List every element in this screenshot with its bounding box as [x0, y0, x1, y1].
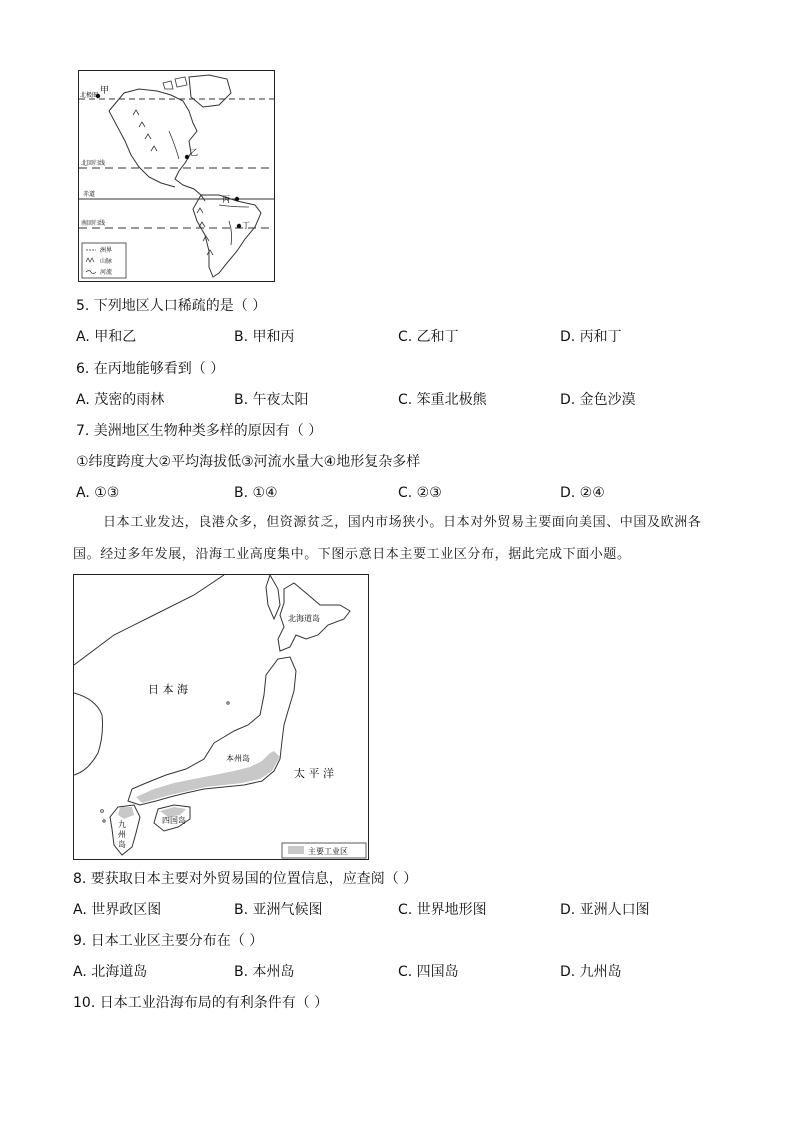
small-island: [101, 810, 104, 813]
question-9: 9. 日本工业区主要分布在（ ）: [73, 933, 264, 949]
passage-line-2: 国。经过多年发展，沿海工业高度集中。下图示意日本主要工业区分布，据此完成下面小题。: [73, 547, 631, 562]
q7-option-a[interactable]: A. ①③: [76, 485, 120, 501]
point-yi: [185, 155, 189, 159]
q6-option-b[interactable]: B. 午夜太阳: [234, 392, 309, 408]
label-arctic-circle: 北极圈: [80, 92, 99, 99]
point-bing: [235, 197, 239, 201]
q8-option-b[interactable]: B. 亚洲气候图: [234, 902, 323, 918]
q9-option-a[interactable]: A. 北海道岛: [73, 964, 148, 980]
q9-option-d[interactable]: D. 九州岛: [560, 964, 622, 980]
legend-industrial-label: 主要工业区: [308, 847, 348, 856]
arctic-islands: [163, 77, 187, 89]
legend-boundary-label: 洲界: [100, 247, 113, 254]
label-kyushu-1: 九: [118, 820, 126, 829]
south-america-outline: [193, 195, 261, 277]
label-equator: 赤道: [83, 191, 96, 198]
q7-option-b[interactable]: B. ①④: [234, 485, 278, 501]
label-yi: 乙: [190, 148, 198, 157]
industrial-zone-honshu: [136, 751, 280, 803]
q5-option-d[interactable]: D. 丙和丁: [560, 329, 622, 345]
label-bing: 丙: [222, 195, 230, 204]
label-pacific: 太 平 洋: [294, 767, 334, 780]
q8-option-c[interactable]: C. 世界地形图: [398, 902, 487, 918]
small-island: [103, 820, 105, 822]
japan-map-svg: [74, 575, 368, 859]
label-tropic-cancer: 北回归线: [81, 160, 106, 167]
greenland-outline: [189, 75, 231, 107]
legend-mountain-label: 山脉: [100, 258, 113, 265]
label-shikoku: 四国岛: [162, 816, 186, 825]
korea-peninsula-coast: [74, 693, 103, 775]
q5-option-c[interactable]: C. 乙和丁: [398, 329, 459, 345]
sakhalin-outline: [266, 575, 280, 619]
industrial-zone-kyushu: [118, 807, 134, 819]
q7-option-c[interactable]: C. ②③: [398, 485, 442, 501]
label-sea-of-japan: 日 本 海: [148, 683, 188, 696]
label-kyushu-3: 岛: [118, 840, 126, 849]
q7-option-d[interactable]: D. ②④: [560, 485, 605, 501]
q6-option-a[interactable]: A. 茂密的雨林: [76, 392, 165, 408]
north-america-outline: [109, 89, 205, 201]
q6-option-d[interactable]: D. 金色沙漠: [560, 392, 636, 408]
label-ding: 丁: [242, 221, 250, 230]
legend-industrial-swatch: [288, 846, 304, 854]
passage-line-1: 日本工业发达，良港众多，但资源贫乏，国内市场狭小。日本对外贸易主要面向美国、中国及欧洲各: [103, 515, 702, 530]
question-8: 8. 要获取日本主要对外贸易国的位置信息，应查阅（ ）: [73, 871, 418, 887]
q5-option-a[interactable]: A. 甲和乙: [76, 329, 137, 345]
americas-map-svg: [79, 71, 274, 281]
label-jia: 甲: [100, 86, 110, 96]
q9-option-c[interactable]: C. 四国岛: [398, 964, 459, 980]
point-ding: [237, 224, 241, 228]
small-island: [227, 702, 229, 704]
label-honshu: 本州岛: [226, 754, 250, 763]
question-7: 7. 美洲地区生物种类多样的原因有（ ）: [76, 423, 323, 439]
question-10: 10. 日本工业沿海布局的有利条件有（ ）: [73, 995, 329, 1011]
q8-option-a[interactable]: A. 世界政区图: [73, 902, 162, 918]
mainland-coast-north: [74, 575, 224, 665]
question-7-statements: ①纬度跨度大②平均海拔低③河流水量大④地形复杂多样: [76, 454, 421, 470]
q9-option-b[interactable]: B. 本州岛: [234, 964, 295, 980]
q6-option-c[interactable]: C. 笨重北极熊: [398, 392, 487, 408]
americas-map: [78, 70, 275, 282]
label-kyushu-2: 州: [118, 830, 126, 839]
japan-map: [73, 574, 369, 860]
legend-river-label: 河流: [100, 269, 113, 276]
label-hokkaido: 北海道岛: [288, 614, 320, 623]
question-5: 5. 下列地区人口稀疏的是（ ）: [76, 298, 267, 314]
q5-option-b[interactable]: B. 甲和丙: [234, 329, 295, 345]
mountain-ranges: [133, 110, 213, 255]
q8-option-d[interactable]: D. 亚洲人口图: [560, 902, 650, 918]
label-tropic-capricorn: 南回归线: [81, 220, 106, 227]
question-6: 6. 在丙地能够看到（ ）: [76, 361, 225, 377]
